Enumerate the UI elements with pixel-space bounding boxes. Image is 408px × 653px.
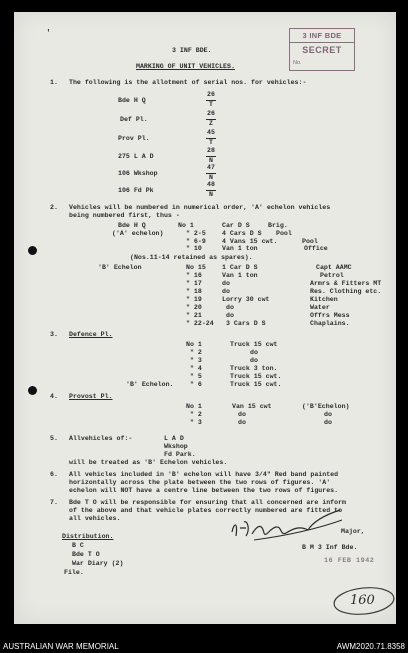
serial-unit: Prov Pl.	[118, 135, 150, 142]
para-5-unit: L A D	[164, 435, 184, 442]
vehicle-desc: 3 Cars D S	[226, 320, 266, 327]
para-5-number: 5.	[50, 435, 58, 442]
vehicle-use: Chaplains.	[310, 320, 350, 327]
serial-unit: 275 L A D	[118, 153, 154, 160]
vehicle-use: Office	[304, 245, 328, 252]
para-3-number: 3.	[50, 331, 58, 338]
signatory-rank: Major,	[341, 528, 365, 535]
a-echelon-sublabel: ('A' echelon)	[112, 230, 164, 237]
vehicle-desc: Truck 3 ton.	[230, 365, 278, 372]
vehicle-use: Capt AAMC	[316, 264, 352, 271]
serial-fraction: $\frac{48}{N}$	[207, 181, 215, 198]
vehicle-desc: do	[226, 304, 234, 311]
para-6-line: All vehicles included in 'B' echelon will have 3/4" Red band painted	[69, 471, 339, 478]
vehicle-no: " 2	[190, 349, 202, 356]
vehicle-desc: do	[238, 419, 246, 426]
vehicle-use: ('B'Echelon)	[302, 403, 350, 410]
para-7-line: all vehicles.	[69, 515, 121, 522]
distribution-item: File.	[64, 569, 84, 576]
stamp-number-label: No.	[293, 60, 302, 66]
handwritten-signature	[224, 500, 344, 546]
punch-hole-bottom	[28, 386, 37, 395]
distribution-item: Bde T O	[72, 551, 100, 558]
vehicle-no: " 3	[190, 357, 202, 364]
vehicle-use: Pool	[276, 230, 292, 237]
vehicle-use: Petrol	[320, 272, 344, 279]
para-5-unit: Wkshop	[164, 443, 188, 450]
para-1-number: 1.	[50, 79, 58, 86]
serial-unit: Bde H Q	[118, 97, 146, 104]
serial-fraction: $\frac{28}{N}$	[207, 147, 215, 164]
para-6-line: echelon will NOT have a centre line between the two rows of figures.	[69, 487, 339, 494]
vehicle-desc: Van 15 cwt	[232, 403, 272, 410]
para-6-number: 6.	[50, 471, 58, 478]
para-4-number: 4.	[50, 393, 58, 400]
vehicle-desc: Lorry 30 cwt	[222, 296, 270, 303]
stamp-divider	[290, 42, 354, 43]
doc-heading: 3 INF BDE.	[172, 47, 212, 54]
archive-footer	[0, 641, 408, 653]
vehicle-desc: Van 1 ton	[222, 272, 258, 279]
vehicle-desc: Truck 15 cwt	[230, 341, 278, 348]
para-5-lead: Allvehicles of:-	[69, 435, 133, 442]
vehicle-use: Kitchen	[310, 296, 338, 303]
vehicle-desc: 4 Vans 15 cwt.	[222, 238, 278, 245]
serial-unit: 106 Wkshop	[118, 170, 158, 177]
document-page	[14, 12, 396, 624]
vehicle-no: " 5	[190, 373, 202, 380]
stamp-classification: SECRET	[302, 45, 342, 55]
serial-fraction: $\frac{26}{Z}$	[207, 110, 215, 127]
para-3-title: Defence Pl.	[69, 331, 113, 338]
vehicle-no: " 17	[186, 280, 202, 287]
serial-unit: 106 Fd Pk	[118, 187, 154, 194]
para-4-title: Provost Pl.	[69, 393, 113, 400]
margin-tick: '	[46, 29, 51, 38]
a-echelon-unit: Bde H Q	[118, 222, 146, 229]
serial-fraction: $\frac{47}{N}$	[207, 164, 215, 181]
punch-hole-top	[28, 246, 37, 255]
vehicle-no: " 16	[186, 272, 202, 279]
vehicle-use: Water	[310, 304, 330, 311]
para-5-unit: Fd Park.	[164, 451, 196, 458]
b-echelon-label: 'B' Echelon.	[126, 381, 174, 388]
vehicle-use: do	[324, 419, 332, 426]
b-echelon-label: 'B' Echelon	[98, 264, 142, 271]
vehicle-no: " 3	[190, 419, 202, 426]
vehicle-use: Armrs & Fitters MT	[310, 280, 382, 287]
vehicle-use: Offrs Mess	[310, 312, 350, 319]
vehicle-desc: do	[250, 357, 258, 364]
vehicle-no: " 4	[190, 365, 202, 372]
vehicle-desc: 1 Car D S	[222, 264, 258, 271]
date-stamp: 16 FEB 1942	[324, 557, 375, 565]
vehicle-no: " 22-24	[186, 320, 214, 327]
para-7-line: Bde T O will be responsible for ensuring that all concerned are inform	[69, 499, 346, 506]
vehicle-use: Pool	[302, 238, 318, 245]
vehicle-use: do	[324, 411, 332, 418]
vehicle-desc: Van 1 ton	[222, 245, 258, 252]
vehicle-no: No 1	[178, 222, 194, 229]
distribution-item: War Diary (2)	[72, 560, 124, 567]
vehicle-no: " 6	[190, 381, 202, 388]
vehicle-desc: Car D S	[222, 222, 250, 229]
vehicle-no: " 20	[186, 304, 202, 311]
vehicle-no: No 1	[186, 403, 202, 410]
para-5-tail: will be treated as 'B' Echelon vehicles.	[69, 459, 228, 466]
serial-fraction: $\frac{45}{T}$	[207, 129, 215, 146]
vehicle-desc: do	[222, 280, 230, 287]
para-2-line: being numbered first, thus -	[69, 212, 180, 219]
vehicle-desc: do	[238, 411, 246, 418]
vehicle-use: Res. Clothing etc.	[310, 288, 382, 295]
vehicle-no: " 21	[186, 312, 202, 319]
para-1-text: The following is the allotment of serial nos. for vehicles:-	[69, 79, 307, 86]
vehicle-no: No 1	[186, 341, 202, 348]
spares-note: (Nos.11-14 retained as spares).	[130, 254, 253, 261]
para-6-line: horizontally across the plate between the two rows of figures. 'A'	[69, 479, 331, 486]
vehicle-no: " 6-9	[186, 238, 206, 245]
para-7-line: of the above and that vehicle plates correctly numbered are fitted to	[69, 507, 343, 514]
serial-unit: Def Pl.	[120, 116, 148, 123]
vehicle-desc: do	[226, 312, 234, 319]
serial-fraction: $\frac{26}{T}$	[207, 91, 215, 108]
vehicle-use: Brig.	[268, 222, 288, 229]
footer-institution: AUSTRALIAN WAR MEMORIAL	[3, 642, 119, 651]
vehicle-desc: Truck 15 cwt.	[230, 381, 282, 388]
vehicle-no: " 10	[186, 245, 202, 252]
vehicle-no: " 2	[190, 411, 202, 418]
distribution-title: Distribution.	[62, 533, 114, 540]
vehicle-desc: Truck 15 cwt.	[230, 373, 282, 380]
signatory-unit: B M 3 Inf Bde.	[302, 544, 358, 551]
stamp-unit: 3 INF BDE	[302, 31, 342, 40]
footer-reference: AWM2020.71.8358	[336, 642, 405, 651]
para-7-number: 7.	[50, 499, 58, 506]
vehicle-desc: 4 Cars D S	[222, 230, 262, 237]
vehicle-no: " 2-5	[186, 230, 206, 237]
vehicle-no: " 18	[186, 288, 202, 295]
vehicle-desc: do	[222, 288, 230, 295]
para-2-number: 2.	[50, 204, 58, 211]
para-2-line: Vehicles will be numbered in numerical order, 'A' echelon vehicles	[69, 204, 331, 211]
vehicle-desc: do	[250, 349, 258, 356]
distribution-item: B C	[72, 542, 84, 549]
vehicle-no: No 15	[186, 264, 206, 271]
folio-number: 160	[350, 593, 375, 608]
security-stamp	[289, 28, 355, 71]
vehicle-no: " 19	[186, 296, 202, 303]
doc-subheading: MARKING OF UNIT VEHICLES.	[136, 63, 235, 70]
